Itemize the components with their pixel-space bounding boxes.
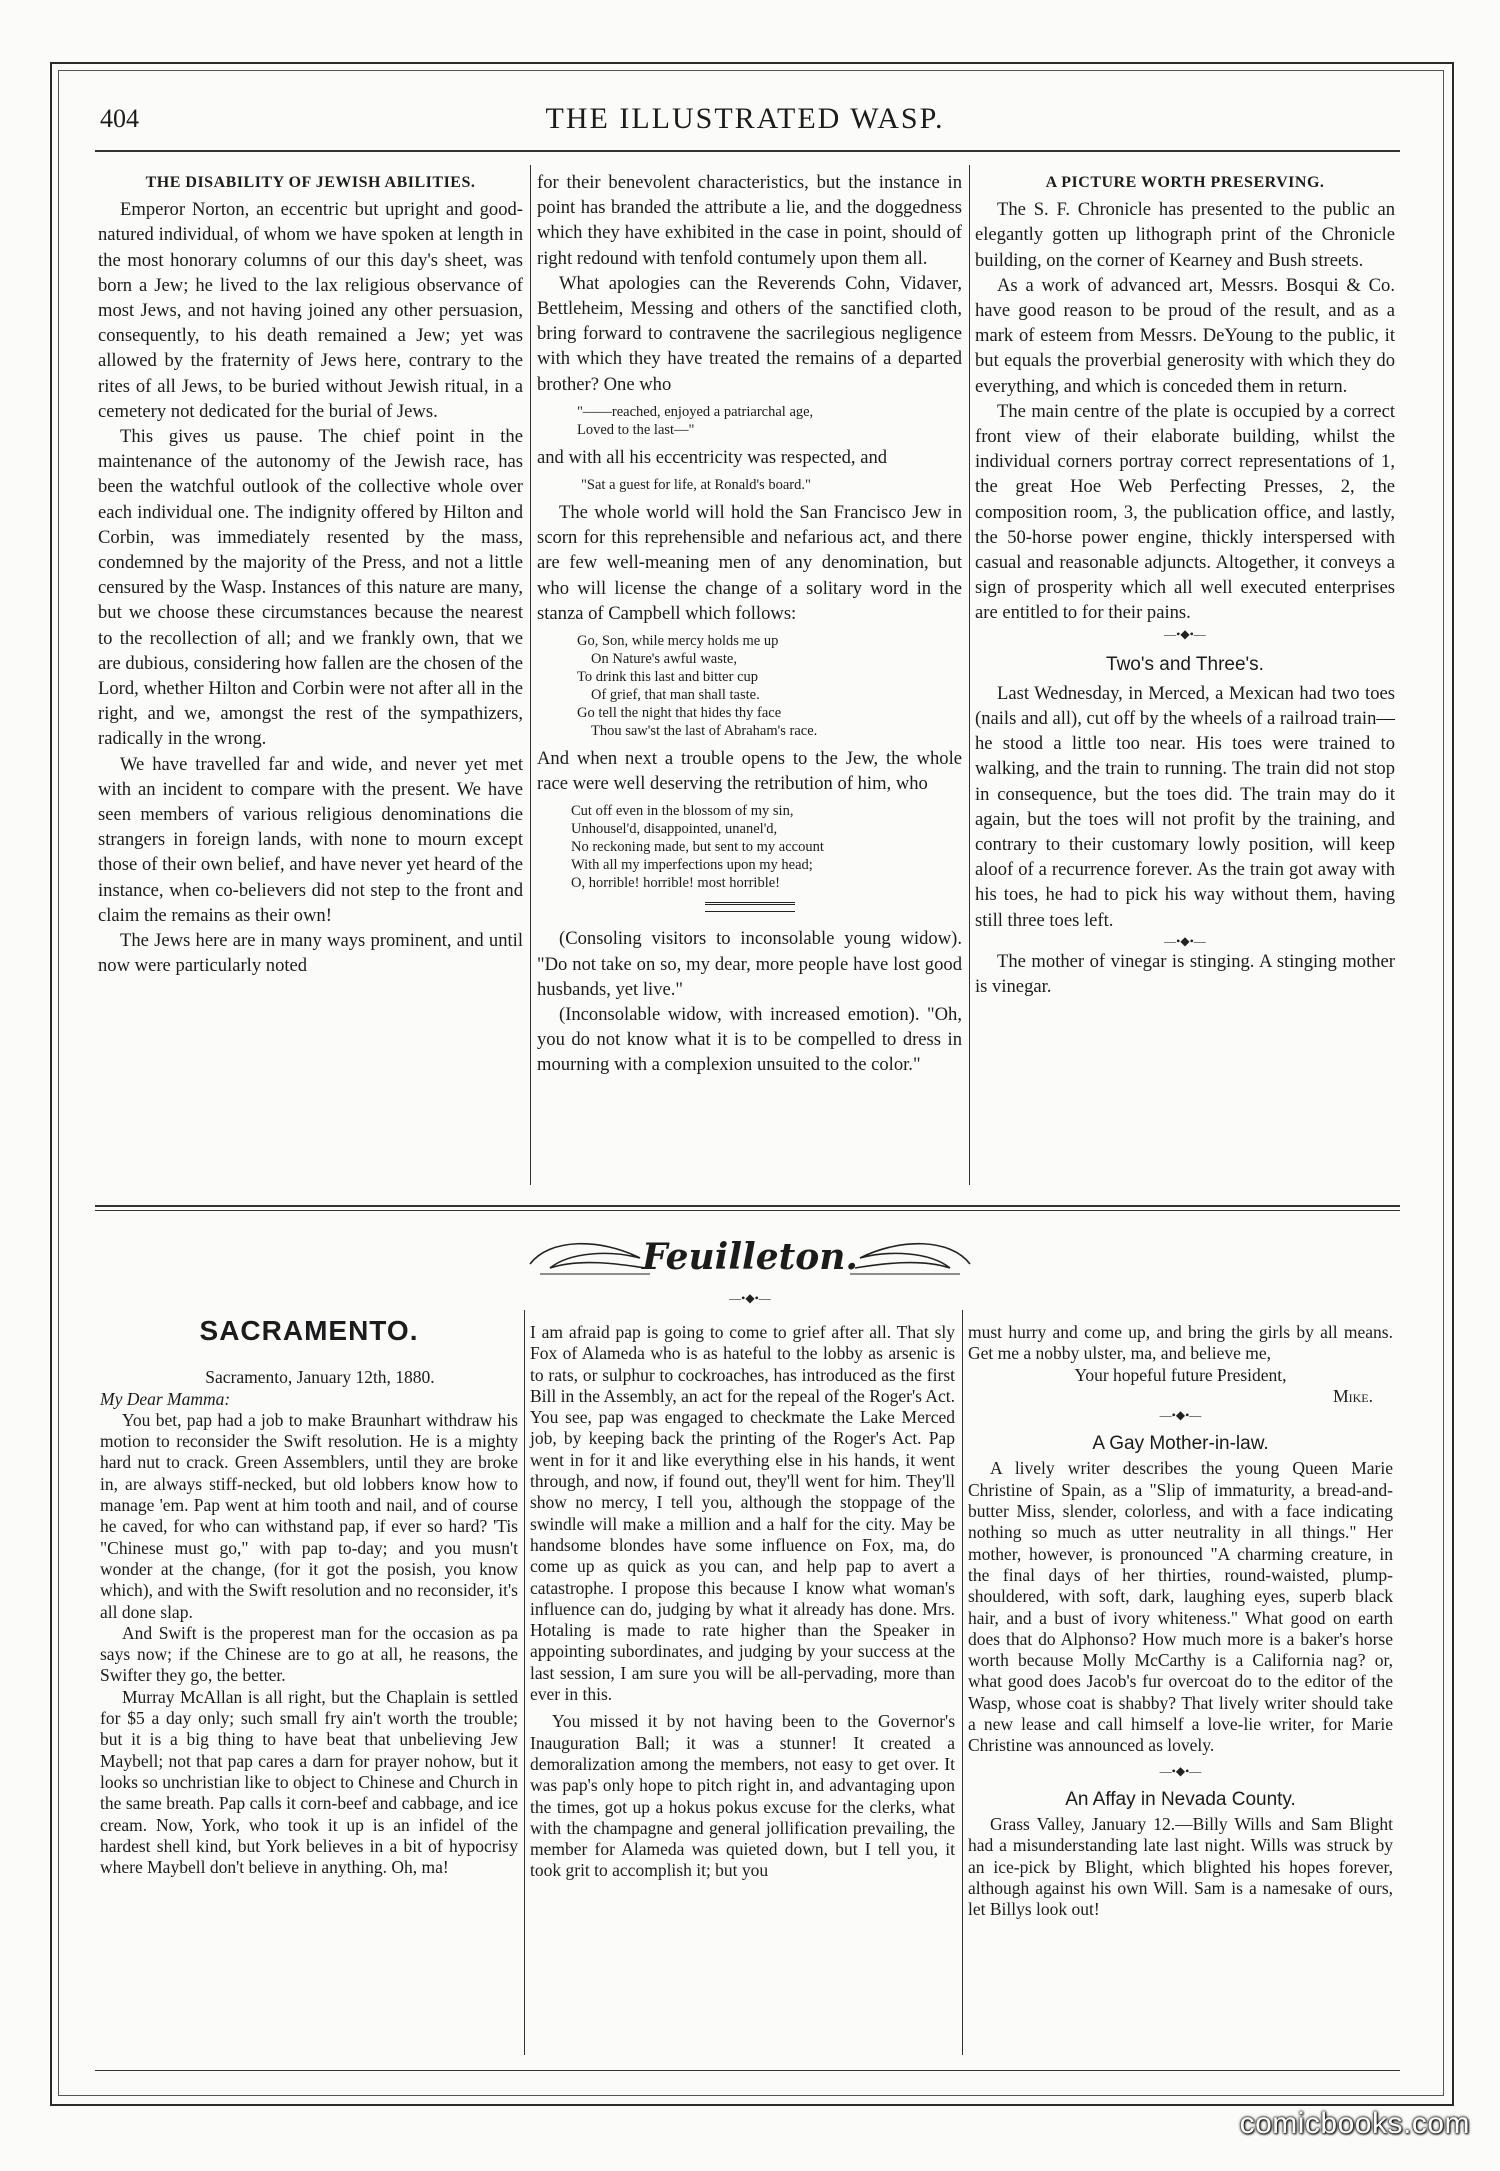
ornament-divider: —•◆•— [1159, 1763, 1202, 1778]
feuilleton-banner [520, 1228, 980, 1290]
paragraph: And Swift is the properest man for the occasion as pa says now; if the Chinese are to go at all, he reasons, the Swifter they go, the better. [100, 1622, 518, 1686]
column-rule [969, 165, 970, 1185]
paragraph: for their benevolent characteristics, but the instance in point has branded the attribute a lie, and the doggedness which they have exhibited in the case in point, should of right redound with tenfold contumely upon them all. [537, 172, 962, 269]
column-rule [962, 1310, 963, 2055]
section-rule [95, 1210, 1400, 1211]
paragraph: must hurry and come up, and bring the girls by all means. Get me a nobby ulster, ma, and believe me, [968, 1322, 1393, 1364]
paragraph: A lively writer describes the young Queen Marie Christine of Spain, as a "Slip of immaturity, a bread-and-butter Miss, slender, colorless, and with a face indicating nothing so much as utter neutrality in all things." Her mother, however, is pronounced "A charming creature, in the final days of her thirties, round-waisted, plump-shouldered, with soft, dark, laughing eyes, superb black hair, and a bust of ivory whiteness." What good on earth does that do Alphonso? How much more is a baker's horse worth because Molly McCarthy is a California nag? or, what good does Jacob's fur overcoat do to the editor of the Wasp, whose coat is shabby? That lively writer should take a new lease and call himself a love-lie writer, for Marie Christine was announced as lovely. [968, 1458, 1393, 1756]
paragraph: The Jews here are in many ways prominent, and until now were particularly noted [98, 930, 523, 977]
paragraph: The whole world will hold the San Francisco Jew in scorn for this reprehensible and nefarious act, and there are few well-meaning men of any denomination, but who will license the change of a solitary word in the stanza of Campbell which follows: [537, 502, 962, 624]
quote [577, 403, 962, 439]
paragraph: The S. F. Chronicle has presented to the public an elegantly gotten up lithograph print of the Chronicle building, on the corner of Kearney and Bush streets. [975, 199, 1395, 271]
paragraph: Last Wednesday, in Merced, a Mexican had two toes (nails and all), cut off by the wheels of a railroad train—he stood a little too near. His toes were trained to walking, and the train to running. The train did not stop in consequence, but the toes did. The train may do it again, but the toes will not profit by the training, and contrary to their customary lowly position, will keep aloof of a recurrence forever. As the train got away with his toes, he had to pick his way without them, having still three toes left. [975, 682, 1395, 931]
verse-line: O, horrible! horrible! most horrible! [571, 875, 780, 892]
paragraph: Grass Valley, January 12.—Billy Wills and Sam Blight had a misunderstanding late last night. Wills was struck by an ice-pick by Blight, which blighted his hopes forever, although against his own Will. Sam is a namesake of ours, let Billys look out! [968, 1813, 1393, 1920]
article-title: A PICTURE WORTH PRESERVING. [1045, 174, 1325, 191]
column-gay-mother [968, 1322, 1393, 1920]
paragraph: You missed it by not having been to the Governor's Inauguration Ball; it was a stunner! It created a demoralization among the members, not easy to get over. It was pap's only hope to pitch right in, and advantaging upon the times, got up a hokus pokus excuse for the clerks, what with the champagne and general jollification prevailing, the member for Alameda was quieted down, but I tell you, it took grit to accomplish it; but you [530, 1711, 955, 1881]
page-header [95, 100, 1395, 140]
column-sacramento [100, 1310, 518, 1878]
article-title: A Gay Mother-in-law. [1092, 1433, 1269, 1455]
page-number: 404 [100, 104, 139, 133]
salutation: My Dear Mamma: [100, 1388, 231, 1409]
verse [577, 632, 962, 740]
paragraph: and with all his eccentricity was respected, and [537, 446, 888, 468]
quote-line: Loved to the last—" [577, 421, 695, 438]
paragraph: (Inconsolable widow, with increased emotion). "Oh, you do not know what it is to be compelled to dress in mourning with a complexion unsuited to the color." [537, 1004, 962, 1076]
verse-line: With all my imperfections upon my head; [571, 857, 813, 874]
column-sacramento-cont [530, 1322, 955, 1882]
article-title: THE DISABILITY OF JEWISH ABILITIES. [145, 174, 476, 191]
paragraph: The main centre of the plate is occupied by a correct front view of their elaborate building, whilst the individual corners portray correct representations of 1, the great Hoe Web Perfecting Presses, 2, the composition room, 3, the publication office, and lastly, the 50-horse power engine, thickly interspersed with casual and reasonable adjuncts. Altogether, it conveys a sign of prosperity which all well executed enterprises are entitled to for their pains. [975, 400, 1395, 624]
column-picture-worth [975, 170, 1395, 999]
ornament-divider: —•◆•— [1159, 1408, 1202, 1423]
verse-line: No reckoning made, but sent to my account [571, 839, 824, 856]
article-title: An Affay in Nevada County. [1065, 1788, 1296, 1810]
paragraph: I am afraid pap is going to come to grief after all. That sly Fox of Alameda who is as hateful to the lobby as arsenic is to rats, or sulphur to cockroaches, has introduced as the first Bill in the Assembly, an act for the repeal of the Roger's Act. You see, pap was engaged to checkmate the Lake Merced job, by keeping back the printing of the Roger's Act. Pap went in for it and like everything else in his hands, it went through, and now, if found out, they'll went for him. They'll show no mercy, I tell you, although the stoppage of the swindle will make a million and a half for the city. May be handsome blondes have some influence on Fox, ma, do come up as quick as you can, and help pap to avert a catastrophe. I propose this because I know what woman's influence can do, judging by what it already has done. Mrs. Hotaling is made to rate higher than the Speaker in appointing subordinates, and judging by your success at the last session, I am sure you will be all-pervading, more than ever in this. [530, 1322, 955, 1705]
dateline: Sacramento, January 12th, 1880. [205, 1367, 435, 1388]
watermark-text: comicbooks.com [1239, 2107, 1470, 2140]
column-jewish-abilities-cont [537, 170, 962, 1078]
quote-line: "Sat a guest for life, at Ronald's board." [581, 477, 811, 494]
ornament-divider: —•◆•— [1164, 933, 1206, 948]
article-title: SACRAMENTO. [199, 1315, 419, 1346]
verse [571, 802, 962, 892]
paragraph: We have travelled far and wide, and never yet met with an incident to compare with the present. We have seen members of various religious denominations die strangers in foreign lands, with none to mourn except those of their own belief, and have never yet heard of the instance, when co-believers did not step to the front and claim the remains as their own! [98, 753, 523, 926]
verse-line: Thou saw'st the last of Abraham's race. [591, 723, 818, 740]
footer-rule [95, 2070, 1400, 2071]
header-rule [95, 150, 1400, 152]
column-jewish-abilities [98, 170, 523, 979]
quote-line: "——reached, enjoyed a patriarchal age, [577, 403, 814, 420]
paragraph: As a work of advanced art, Messrs. Bosqui & Co. have good reason to be proud of the result, and as a mark of esteem from Messrs. DeYoung to the public, it but equals the proverbial generosity with which they do everything, and which is conceded them in return. [975, 274, 1395, 397]
paragraph: You bet, pap had a job to make Braunhart withdraw his motion to reconsider the Swift resolution. He is a mighty hard nut to crack. Green Assemblers, until they are broke in, are always stiff-necked, but old lobbers know how to manage 'em. Pap went at him tooth and nail, and of course he caved, for who can withstand pap, if ever so hard? 'Tis "Chinese must go," with pap to-day; and you musn't wonder at the change, (for it got the posish, you know which), and with the Swift resolution and no reconsider, it's all done slap. [100, 1409, 518, 1622]
verse-line: Go tell the night that hides thy face [577, 705, 782, 722]
paragraph: Emperor Norton, an eccentric but upright and good-natured individual, of whom we have spoken at length in the most honorary columns of our this day's sheet, was born a Jew; he lived to the lax religious observance of most Jews, and not having joined any other persuasion, consequently, to his death remained a Jew; yet was allowed by the fraternity of Jews here, contrary to the rites of all Jews, to be buried without Jewish ritual, in a cemetery not dedicated for the burial of Jews. [98, 199, 523, 422]
section-rule [95, 1205, 1400, 1207]
ornament-divider: —•◆•— [729, 1291, 771, 1305]
verse-line: Go, Son, while mercy holds me up [577, 633, 779, 650]
masthead: THE ILLUSTRATED WASP. [545, 102, 945, 135]
letter-closing: Your hopeful future President, [1074, 1364, 1287, 1385]
signature: Mike. [1333, 1385, 1373, 1406]
verse-line: To drink this last and bitter cup [577, 669, 759, 686]
paragraph: What apologies can the Reverends Cohn, Vidaver, Bettleheim, Messing and others of the sanctified cloth, bring forward to contravene the sacrilegious negligence with which they have treated the remains of a departed brother? One who [537, 272, 962, 395]
column-rule [524, 1310, 525, 2055]
verse-line: Cut off even in the blossom of my sin, [571, 803, 794, 820]
section-divider [705, 902, 795, 912]
verse-line: Of grief, that man shall taste. [591, 687, 760, 704]
column-rule [530, 165, 531, 1185]
ornament-divider: —•◆•— [1164, 626, 1206, 641]
paragraph: This gives us pause. The chief point in the maintenance of the autonomy of the Jewish race, has been the watchful outlook of the collective whole over each individual one. The indignity offered by Hilton and Corbin, was immediately resented by the mass, condemned by the majority of the Press, and not a little censured by the Wasp. Instances of this nature are many, but we choose these circumstances because the nearest to the recollection of all; and we frankly own, that we are dubious, considering how fallen are the chosen of the Lord, whether Hilton and Corbin were not after all in the right, and we, amongst the rest of the sympathizers, radically in the wrong. [98, 426, 523, 750]
feuilleton-title: Feuilleton. [642, 1236, 858, 1278]
verse-line: Unhousel'd, disappointed, unanel'd, [571, 821, 778, 838]
paragraph: (Consoling visitors to inconsolable young widow). "Do not take on so, my dear, more people have lost good husbands, yet live." [537, 928, 962, 1000]
paragraph: The mother of vinegar is stinging. A stinging mother is vinegar. [975, 950, 1395, 998]
paragraph: Murray McAllan is all right, but the Chaplain is settled for $5 a day only; such small fry ain't worth the trouble; but it is a big thing to have beat that unbelieving Jew Maybell; not that pap cares a darn for prayer nohow, but it looks so unchristian like to object to Chinese and Church in the same breath. Pap calls it corn-beef and cabbage, and ice cream. Now, York, who took it up is an infidel of the hardest shell kind, but York believes in a bit of hypocrisy where Maybell don't believe in anything. Oh, ma! [100, 1686, 518, 1878]
quote [581, 476, 962, 494]
paragraph: And when next a trouble opens to the Jew, the whole race were well deserving the retribution of him, who [537, 748, 962, 795]
article-title: Two's and Three's. [1106, 653, 1264, 675]
verse-line: On Nature's awful waste, [591, 651, 737, 668]
